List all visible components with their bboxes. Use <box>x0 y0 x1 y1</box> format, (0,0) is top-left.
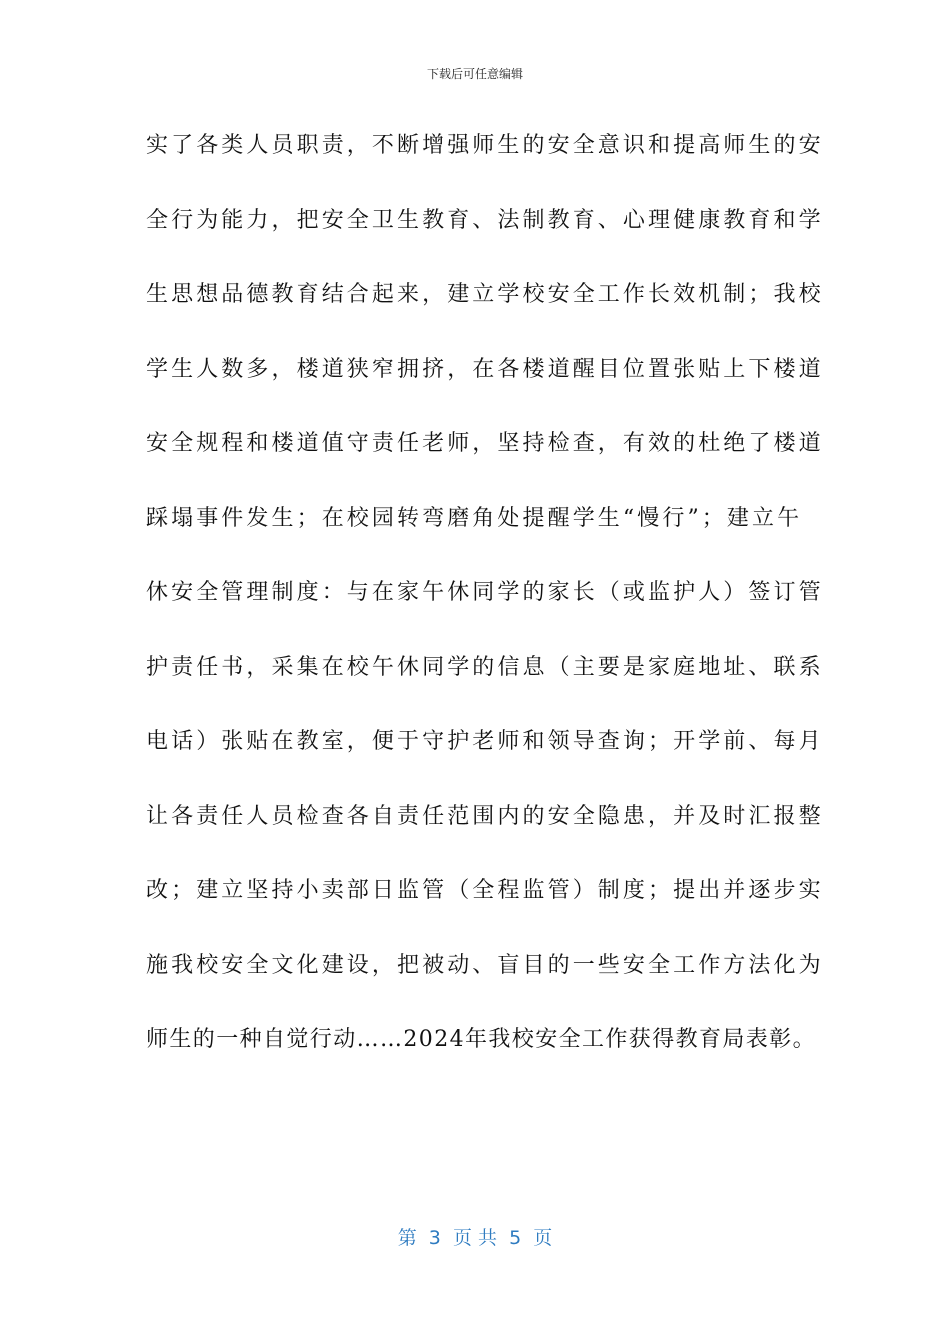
body-paragraph <box>146 126 826 1095</box>
body-line: 改；建立坚持小卖部日监管（全程监管）制度；提出并逐步实 <box>146 878 824 903</box>
body-line: 电话）张贴在教室，便于守护老师和领导查询；开学前、每月 <box>146 729 824 754</box>
body-line: 师生的一种自觉行动……2024年我校安全工作获得教育局表彰。 <box>146 1027 816 1052</box>
body-line: 安全规程和楼道值守责任老师，坚持检查，有效的杜绝了楼道 <box>146 431 824 456</box>
body-line: 施我校安全文化建设，把被动、盲目的一些安全工作方法化为 <box>146 952 824 978</box>
body-line: 实了各类人员职责，不断增强师生的安全意识和提高师生的安 <box>146 133 824 158</box>
page-header: 下载后可任意编辑 <box>426 67 523 81</box>
body-line: 踩塌事件发生；在校园转弯磨角处提醒学生“慢行”；建立午 <box>146 505 803 531</box>
body-line: 护责任书，采集在校午休同学的信息（主要是家庭地址、联系 <box>146 654 824 680</box>
body-line: 生思想品德教育结合起来，建立学校安全工作长效机制；我校 <box>146 282 824 307</box>
body-line: 让各责任人员检查各自责任范围内的安全隐患，并及时汇报整 <box>146 803 824 829</box>
body-line: 休安全管理制度：与在家午休同学的家长（或监护人）签订管 <box>146 580 824 605</box>
body-line: 全行为能力，把安全卫生教育、法制教育、心理健康教育和学 <box>146 207 824 233</box>
page-number-footer: 第 3 页 共 5 页 <box>397 1227 553 1249</box>
body-line: 学生人数多，楼道狭窄拥挤，在各楼道醒目位置张贴上下楼道 <box>146 356 824 382</box>
